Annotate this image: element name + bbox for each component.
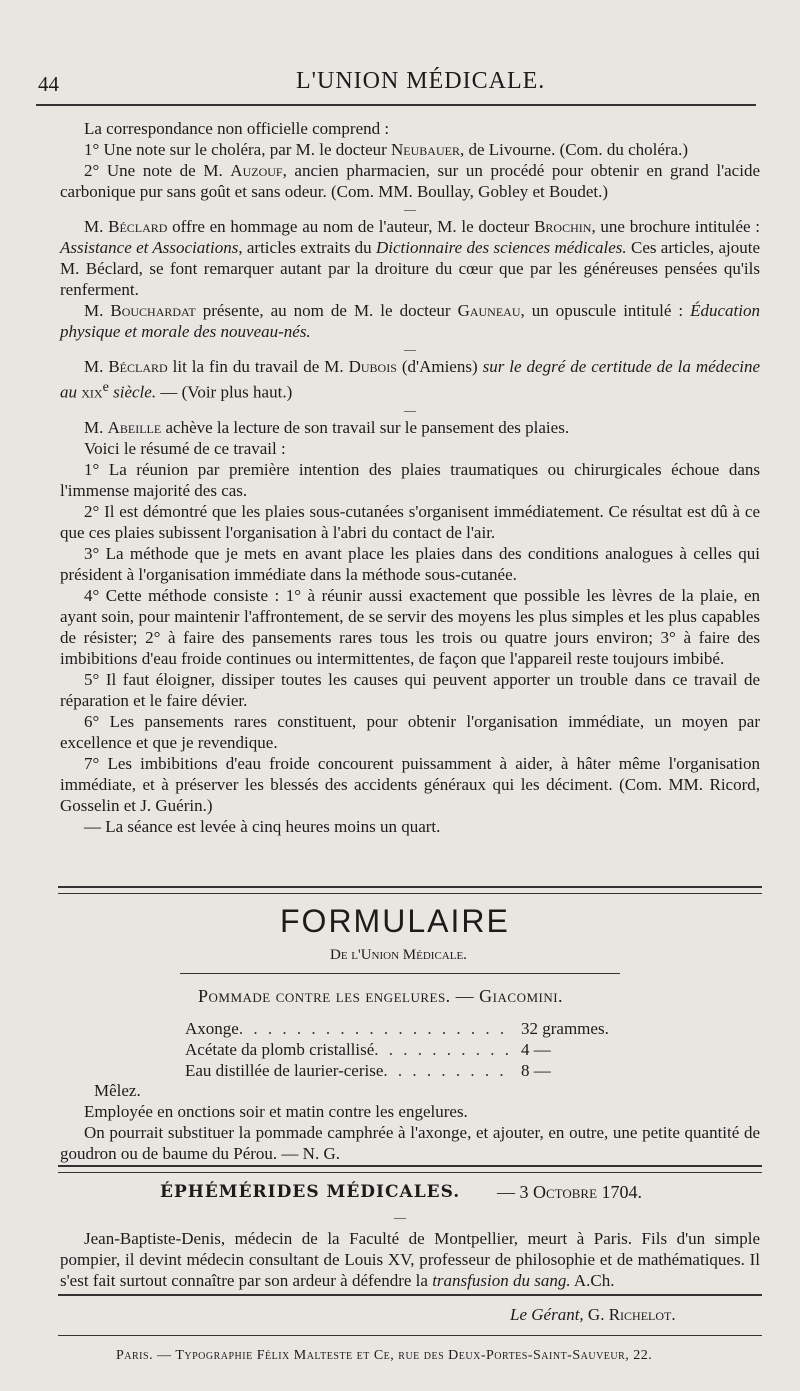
ephemerides-date: — 3 Octobre 1704.	[497, 1182, 643, 1202]
paragraph: M. Béclard lit la fin du travail de M. Dubois (d'Amiens) sur le degré de certitude de la médecine au xix$^e$ siècle. — (Voir plus haut.)	[60, 357, 761, 402]
leader-dots	[239, 1018, 513, 1039]
formulaire-notes	[60, 1080, 760, 1164]
ingredient-name: Acétate da plomb cristallisé	[185, 1040, 375, 1059]
melez-line: Mêlez.	[94, 1081, 141, 1100]
ingredient-row	[185, 1018, 625, 1039]
paragraph: 1° La réunion par première intention des plaies traumatiques ou chirurgicales échoue dans l'immense majorité des cas.	[60, 459, 760, 500]
ingredient-quantity: 8 —	[521, 1061, 551, 1080]
ephemerides-text	[60, 1228, 760, 1291]
section-divider	[58, 886, 762, 894]
formulaire-title: FORMULAIRE	[280, 903, 510, 939]
paragraph: 4° Cette méthode consiste : 1° à réunir aussi exactement que possible les lèvres de la plaie, en ayant soin, pour maintenir l'affrontement, de se servir des moyens les plus simples et les plus capables de résister; 2° à faire des pansements rares tous les trois ou quatre jours environ; 3° à faire des imbibitions d'eau froide continues ou intermittentes, de façon que l'appareil reste toujours imbibé.	[60, 585, 760, 668]
page-header	[36, 66, 756, 106]
section-dash: —	[404, 342, 416, 356]
paragraph: 2° Une note de M. Auzouf, ancien pharmacien, sur un procédé pour obtenir en grand l'acide carbonique pur sans goût et sans odeur. (Com. MM. Boullay, Gobley et Boudet.)	[60, 161, 760, 201]
paragraph: M. Abeille achève la lecture de son travail sur le pansement des plaies.	[84, 417, 570, 437]
paragraph: M. Béclard offre en hommage au nom de l'auteur, M. le docteur Brochin, une brochure intitulée : Assistance et Associations, articles extraits du Dictionnaire des sciences médicales. Ces articles, ajoute M. Béclard, se font remarquer autant par la droiture du cœur que par les généreuses pensées qu'ils renferment.	[60, 217, 761, 299]
ingredient-row	[185, 1039, 625, 1060]
session-report	[60, 118, 760, 837]
leader-dots	[374, 1039, 513, 1060]
ingredient-quantity: 4 —	[521, 1040, 551, 1059]
ephemerides-title: ÉPHÉMÉRIDES MÉDICALES.	[160, 1182, 461, 1202]
leader-dots	[383, 1060, 513, 1081]
ingredient-row	[185, 1060, 625, 1081]
page-number: 44	[38, 72, 59, 96]
section-dash: —	[404, 202, 416, 216]
paragraph: 3° La méthode que je mets en avant place les plaies dans des conditions analogues à celles qui président à l'organisation immédiate dans la méthode sous-cutanée.	[60, 543, 760, 584]
recipe-title: Pommade contre les engelures. — Giacomini.	[198, 986, 564, 1006]
gerant-signature: Le Gérant, G. Richelot.	[510, 1305, 676, 1324]
paragraph: 1° Une note sur le choléra, par M. le docteur Neubauer, de Livourne. (Com. du choléra.)	[84, 140, 688, 159]
paragraph: M. Bouchardat présente, au nom de M. le docteur Gauneau, un opuscule intitulé : Éducation physique et morale des nouveau-nés.	[60, 301, 760, 341]
formulaire-subtitle: De l'Union Médicale.	[330, 947, 467, 963]
ingredient-quantity: 32 grammes.	[521, 1019, 609, 1038]
usage-line: Employée en onctions soir et matin contre les engelures.	[84, 1102, 468, 1121]
section-divider	[58, 1165, 762, 1173]
printer-imprint: Paris. — Typographie Félix Malteste et Ce, rue des Deux-Portes-Saint-Sauveur, 22.	[116, 1348, 653, 1363]
footer-rule	[58, 1294, 762, 1296]
section-dash: —	[404, 402, 416, 417]
paragraph: Voici le résumé de ce travail :	[84, 438, 286, 458]
ingredient-name: Eau distillée de laurier-cerise	[185, 1061, 384, 1080]
formulaire-rule	[180, 973, 620, 974]
paragraph: 5° Il faut éloigner, dissiper toutes les causes qui peuvent apporter un trouble dans ce travail de réparation et le faire dévier.	[60, 669, 760, 710]
paragraph: — La séance est levée à cinq heures moins un quart.	[84, 816, 441, 836]
paragraph: 7° Les imbibitions d'eau froide concourent puissamment à aider, à hâter même l'organisation immédiate, et à préserver les blessés des accidents généraux qui les déciment. (Com. MM. Ricord, Gosselin et J. Guérin.)	[60, 753, 760, 815]
imprint-rule	[58, 1335, 762, 1336]
note-line: On pourrait substituer la pommade camphrée à l'axonge, et ajouter, en outre, une petite quantité de goudron ou de baume du Pérou. — N. G.	[60, 1123, 760, 1163]
journal-title: L'UNION MÉDICALE.	[296, 68, 546, 94]
paragraph: 6° Les pansements rares constituent, pour obtenir l'organisation immédiate, un moyen par excellence et que je revendique.	[60, 711, 760, 752]
header-rule	[36, 104, 756, 106]
section-dash: —	[394, 1210, 406, 1224]
paragraph: 2° Il est démontré que les plaies sous-cutanées s'organisent immédiatement. Ce résultat est dû à ce que ces plaies subissent l'organisation à l'abri du contact de l'air.	[60, 501, 760, 542]
ingredient-name: Axonge	[185, 1019, 239, 1038]
paragraph: Jean-Baptiste-Denis, médecin de la Faculté de Montpellier, meurt à Paris. Fils d'un simple pompier, il devint médecin consultant de Louis XV, professeur de philosophie et de mathématiques. Il s'est fait surtout connaître par son ardeur à défendre la transfusion du sang. A.Ch.	[60, 1229, 760, 1290]
paragraph: La correspondance non officielle comprend :	[84, 119, 390, 138]
